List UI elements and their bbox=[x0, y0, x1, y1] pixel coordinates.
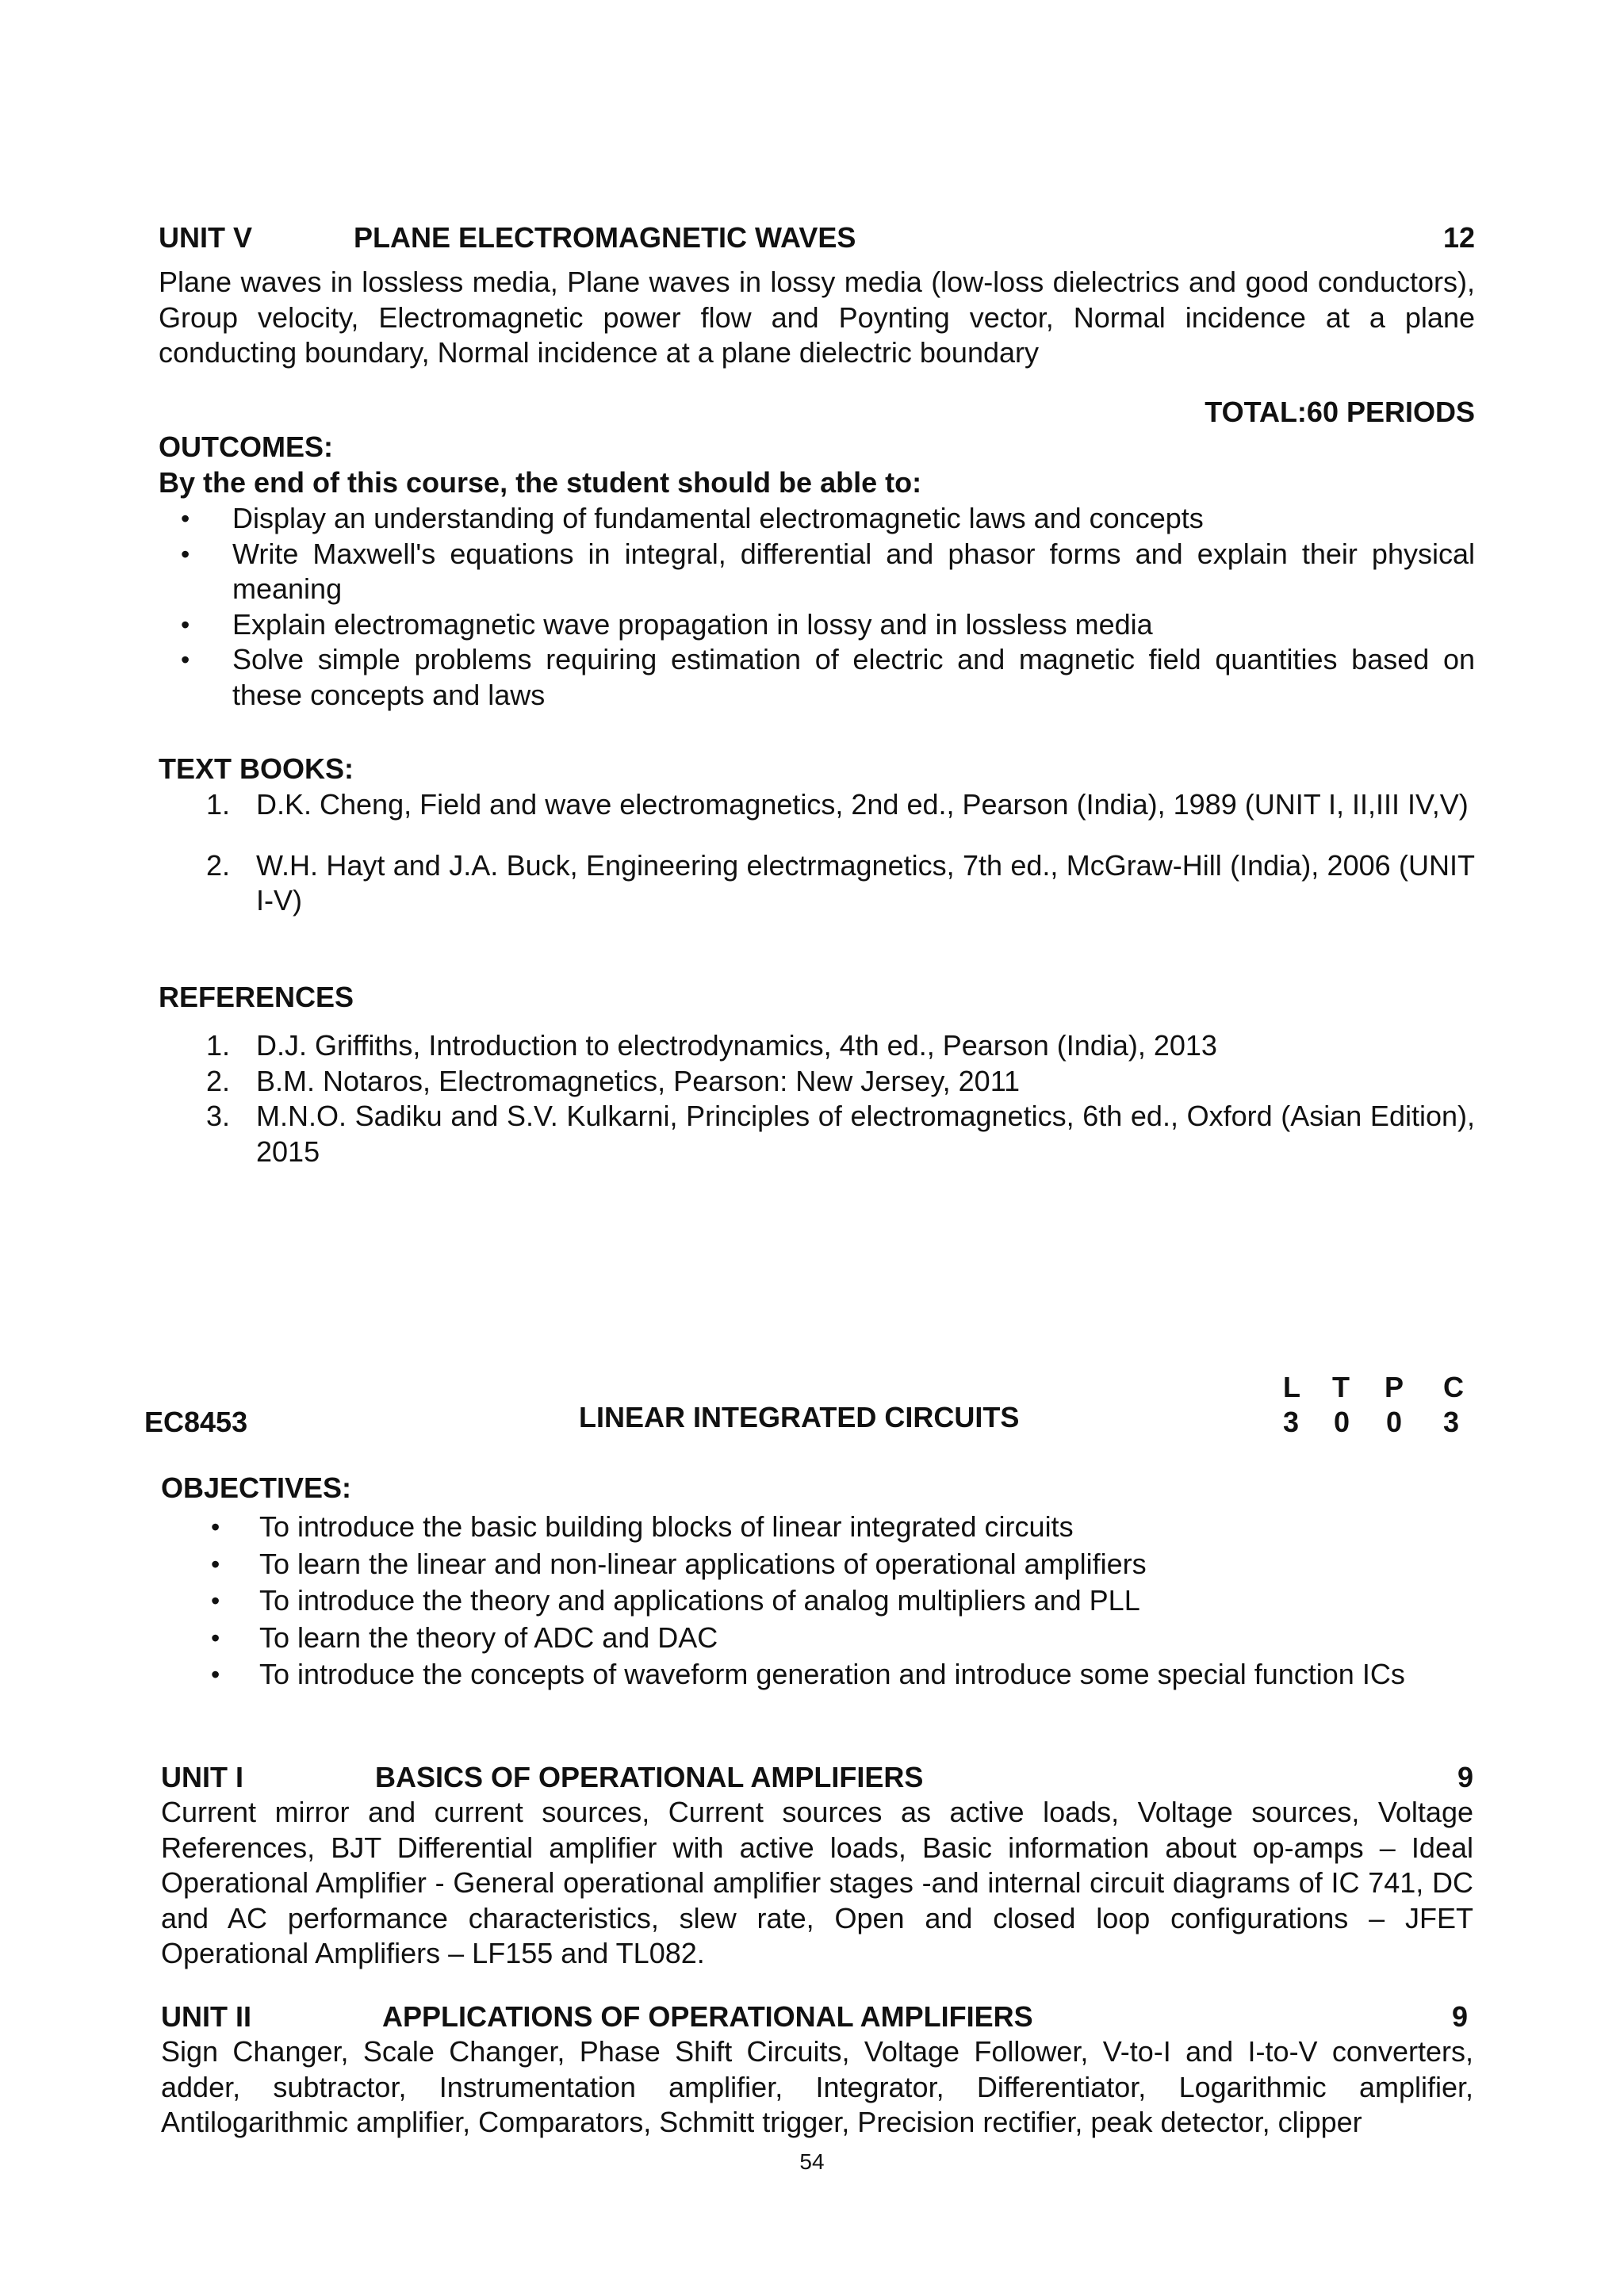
outcomes-intro: By the end of this course, the student should be able to: bbox=[159, 466, 922, 499]
unit-i-heading: UNIT I BASICS OF OPERATIONAL AMPLIFIERS 9 bbox=[161, 1761, 1473, 1793]
list-item: • Display an understanding of fundamental electromagnetic laws and concepts bbox=[181, 502, 1204, 534]
list-item: 1. D.K. Cheng, Field and wave electromagnetics, 2nd ed., Pearson (India), 1989 (UNIT I, II,III IV,V) bbox=[206, 788, 1469, 821]
list-item: • To introduce the basic building blocks of linear integrated circuits bbox=[211, 1510, 1074, 1543]
list-item: • To introduce the theory and applications of analog multipliers and PLL bbox=[211, 1584, 1140, 1617]
list-item: • To introduce the concepts of waveform generation and introduce some special function ICs bbox=[211, 1658, 1405, 1690]
course-code: EC8453 bbox=[144, 1406, 248, 1438]
list-item: 3. M.N.O. Sadiku and S.V. Kulkarni, Principles of electromagnetics, 6th ed., Oxford (Asian Edition), 2015 bbox=[206, 1100, 1475, 1168]
objectives-list bbox=[159, 1510, 1475, 1693]
textbooks-heading: TEXT BOOKS: bbox=[159, 752, 354, 785]
unit-title: PLANE ELECTROMAGNETIC WAVES bbox=[354, 221, 856, 254]
list-item: • To learn the theory of ADC and DAC bbox=[211, 1621, 718, 1654]
page-number: 54 bbox=[799, 2149, 825, 2174]
list-item: • To learn the linear and non-linear applications of operational amplifiers bbox=[211, 1547, 1147, 1580]
unit-ii-heading: UNIT II APPLICATIONS OF OPERATIONAL AMPLIFIERS 9 bbox=[161, 2000, 1468, 2033]
unit-code: UNIT V bbox=[159, 221, 253, 254]
unit-v-heading bbox=[159, 220, 1475, 255]
unit-i-body: Current mirror and current sources, Current sources as active loads, Voltage sources, Voltage References, BJT Differential amplifier with active loads, Basic information about op-amps – Ideal Operational Amplifier - General operational amplifier stages -and internal circuit diagrams of IC 741, DC and AC performance characteristics, slew rate, Open and closed loop configurations – JFET Operational Amplifiers – LF155 and TL082. bbox=[161, 1796, 1473, 1969]
list-item: • Write Maxwell's equations in integral, differential and phasor forms and explain their physical meaning bbox=[181, 537, 1475, 605]
list-item: • Solve simple problems requiring estimation of electric and magnetic field quantities based on these concepts and laws bbox=[181, 643, 1475, 711]
course-title: LINEAR INTEGRATED CIRCUITS bbox=[579, 1401, 1020, 1433]
outcomes-heading: OUTCOMES: bbox=[159, 430, 333, 463]
ltpc-labels: L T P C bbox=[1283, 1371, 1464, 1403]
objectives-heading: OBJECTIVES: bbox=[161, 1471, 352, 1504]
unit-ii-body: Sign Changer, Scale Changer, Phase Shift Circuits, Voltage Follower, V-to-I and I-to-V converters, adder, subtractor, Instrumentation amplifier, Integrator, Differentiator, Logarithmic amplifier, Antilogarithmic amplifier, Comparators, Schmitt trigger, Precision rectifier, peak detector, clipper bbox=[161, 2035, 1473, 2138]
list-item: 2. W.H. Hayt and J.A. Buck, Engineering electrmagnetics, 7th ed., McGraw-Hill (India), 2006 (UNIT I-V) bbox=[206, 848, 1475, 916]
ltpc-values: 3 0 0 3 bbox=[1283, 1406, 1460, 1438]
references-list bbox=[159, 1028, 1475, 1169]
list-item: 2. B.M. Notaros, Electromagnetics, Pearson: New Jersey, 2011 bbox=[206, 1064, 1021, 1097]
textbooks-list bbox=[159, 787, 1475, 919]
unit-v-body: Plane waves in lossless media, Plane waves in lossy media (low-loss dielectrics and good conductors), Group velocity, Electromagnetic power flow and Poynting vector, Normal incidence at a plane conducting boundary, Normal incidence at a plane dielectric boundary bbox=[159, 266, 1475, 369]
total-periods: TOTAL:60 PERIODS bbox=[1205, 396, 1475, 428]
unit-hours: 12 bbox=[1442, 221, 1475, 254]
references-heading: REFERENCES bbox=[159, 981, 354, 1013]
list-item: 1. D.J. Griffiths, Introduction to electrodynamics, 4th ed., Pearson (India), 2013 bbox=[206, 1029, 1217, 1062]
outcomes-list bbox=[159, 501, 1475, 713]
list-item: • Explain electromagnetic wave propagation in lossy and in lossless media bbox=[181, 607, 1153, 641]
